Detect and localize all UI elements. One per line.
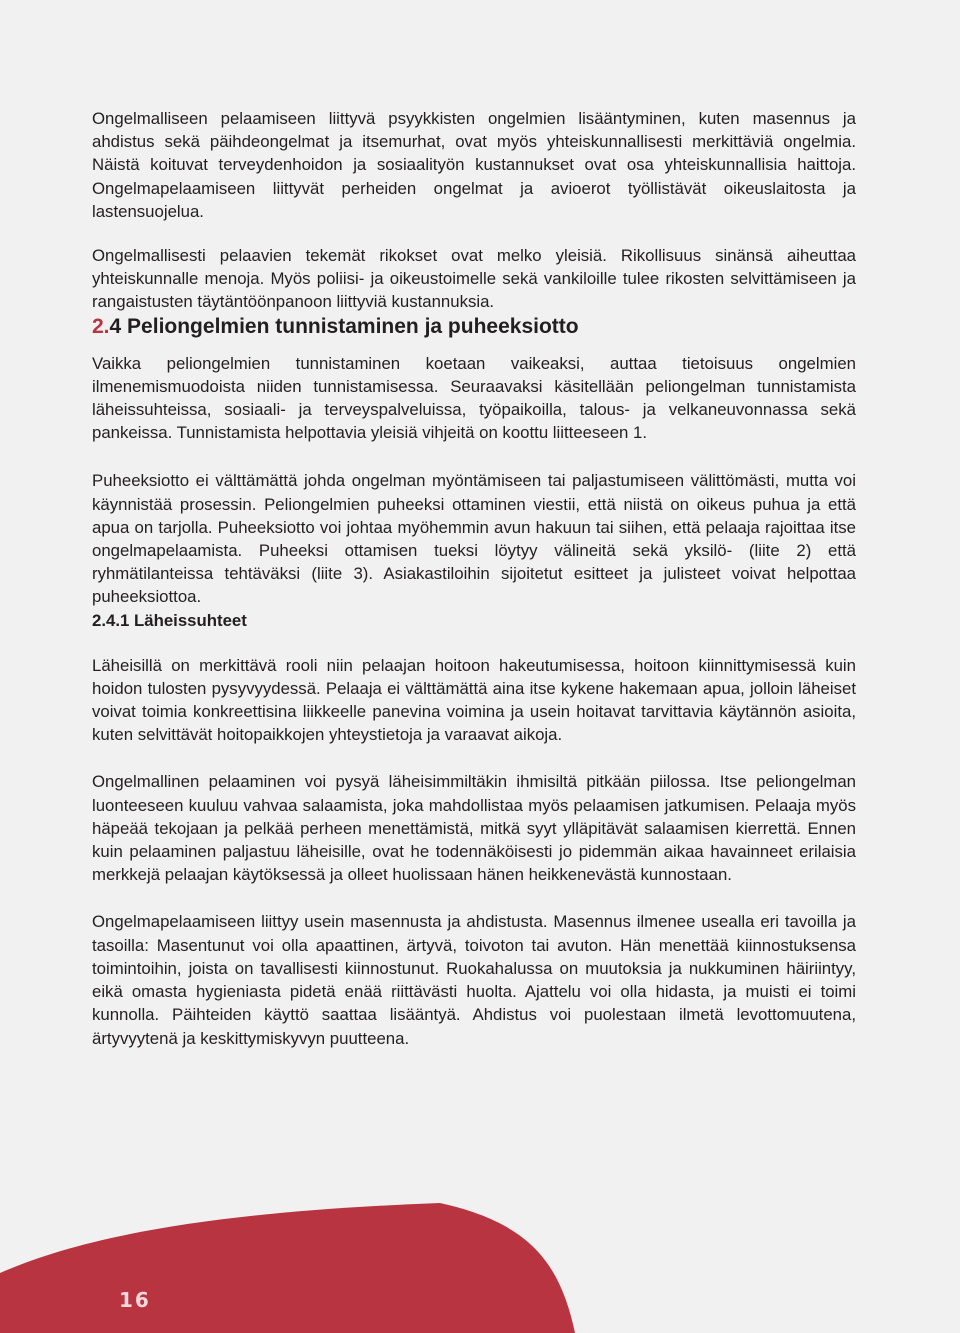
page-content: [92, 107, 856, 1050]
section-title: Peliongelmien tunnistaminen ja puheeksiotto: [127, 314, 579, 338]
footer-corner-wave: [0, 1203, 960, 1333]
page-number: 16: [119, 1288, 151, 1312]
footer-wave-shape: [0, 1203, 575, 1333]
subsection-paragraph-3: Ongelmapelaamiseen liittyy usein masennusta ja ahdistusta. Masennus ilmenee usealla eri tavoilla ja tasoilla: Masentunut voi olla apaattinen, ärtyvä, toivoton tai avuton. Hän menettää kiinnostuksensa toimintoihin, joista on tavallisesti kiinnostunut. Ruokahalussa on muutoksia ja nukkuminen häiriintyy, eikä omasta hygieniasta pidetä enää riittävästi huolta. Ajattelu voi olla hidasta, ja muisti ei toimi kunnolla. Päihteiden käyttö saattaa lisääntyä. Ahdistus voi puolestaan ilmetä levottomuutena, ärtyvyytenä ja keskittymiskyvyn puutteena.: [92, 912, 856, 1048]
section-paragraph-1: Vaikka peliongelmien tunnistaminen koetaan vaikeaksi, auttaa tietoisuus ongelmien ilmenemismuodoista niiden tunnistamisessa. Seuraavaksi käsitellään peliongelman tunnistamista läheissuhteissa, sosiaali- ja terveyspalveluissa, työpaikoilla, talous- ja velkaneuvonnassa sekä pankeissa. Tunnistamista helpottavia yleisiä vihjeitä on koottu liitteeseen 1.: [92, 353, 856, 443]
section-heading: [92, 314, 856, 340]
intro-paragraph-2: Ongelmallisesti pelaavien tekemät rikokset ovat melko yleisiä. Rikollisuus sinänsä aiheuttaa yhteiskunnalle menoja. Myös poliisi- ja oikeustoimelle sekä vankiloille tulee rikosten selvittämiseen ja rangaistusten täytäntöönpanoon liittyviä kustannuksia.: [92, 246, 856, 312]
intro-paragraph-1: Ongelmalliseen pelaamiseen liittyvä psyykkisten ongelmien lisääntyminen, kuten masennus ja ahdistus sekä päihdeongelmat ja itsemurhat, ovat myös yhteiskunnallisesti merkittäviä ongelmia. Näistä koituvat terveydenhoidon ja sosiaalityön kustannukset ovat osa yhteiskunnallisia haittoja. Ongelmapelaamiseen liittyvät perheiden ongelmat ja avioerot työllistävät oikeuslaitosta ja lastensuojelua.: [92, 109, 856, 221]
subsection-paragraph-1: Läheisillä on merkittävä rooli niin pelaajan hoitoon hakeutumisessa, hoitoon kiinnittymisessä kuin hoidon tulosten pysyvyydessä. Pelaaja ei välttämättä aina itse kykene hakemaan apua, jolloin läheiset voivat toimia konkreettisina liikkeelle panevina voimina ja usein hoitavat tarvittavia käytännön asioita, kuten selvittävät hoitopaikkojen yhteystietoja ja varaavat aikoja.: [92, 655, 856, 745]
subsection-heading: 2.4.1 Läheissuhteet: [92, 610, 247, 630]
subsection-paragraph-2: Ongelmallinen pelaaminen voi pysyä läheisimmiltäkin ihmisiltä pitkään piilossa. Itse peliongelman luonteeseen kuuluu vahvaa salaamista, joka mahdollistaa myös pelaamisen jatkumisen. Pelaaja myös häpeää tekojaan ja pelkää perheen menettämistä, mitkä syyt ylläpitävät salaamisen kierrettä. Ennen kuin pelaaminen paljastuu läheisille, ovat he todennäköisesti jo pidemmän aikaa havainneet erilaisia merkkejä pelaajan käytöksessä ja olleet huolissaan hänen heikkenevästä kunnostaan.: [92, 772, 856, 885]
section-number-accent: 2.: [92, 314, 110, 338]
section-paragraph-2: Puheeksiotto ei välttämättä johda ongelman myöntämiseen tai paljastumiseen välittömästi, mutta voi käynnistää prosessin. Peliongelmien puheeksi ottaminen viestii, että niistä on oikeus puhua ja että apua on tarjolla. Puheeksiotto voi johtaa myöhemmin avun hakuun tai siihen, että pelaaja rajoittaa itse ongelmapelaamista. Puheeksi ottamisen tueksi löytyy välineitä sekä yksilö- (liite 2) että ryhmätilanteissa tehtäväksi (liite 3). Asiakastiloihin sijoitetut esitteet ja julisteet voivat helpottaa puheeksiottoa.: [92, 471, 856, 607]
section-number-rest: 4: [109, 314, 122, 338]
